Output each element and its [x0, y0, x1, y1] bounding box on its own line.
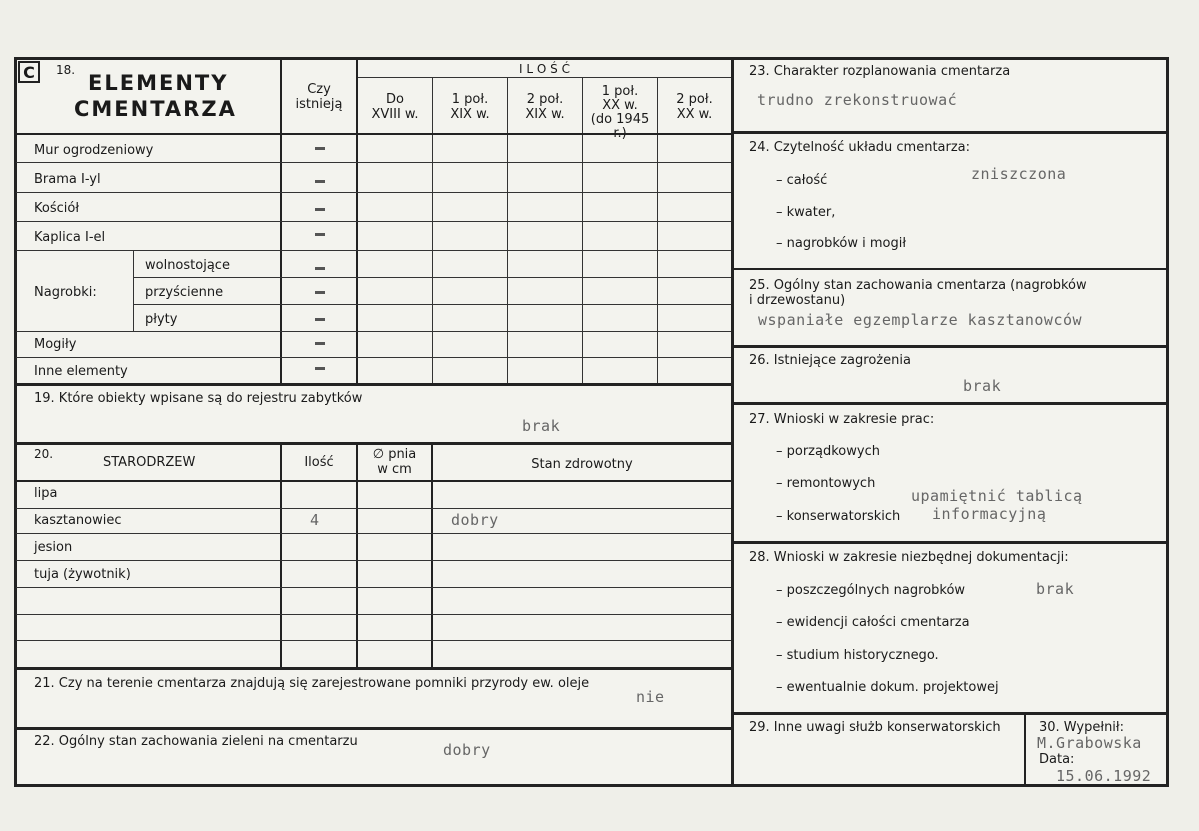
row-line [16, 331, 731, 332]
section-line [16, 442, 731, 445]
row-line [16, 221, 731, 222]
dash-mark [315, 180, 325, 183]
row-label: Brama I-yl [34, 172, 101, 187]
s28-item: – ewidencji całości cmentarza [776, 615, 970, 630]
s22-value: dobry [443, 741, 491, 759]
row-label: Mur ogrodzeniowy [34, 143, 154, 158]
row-line [133, 304, 731, 305]
row-label: Mogiły [34, 337, 77, 352]
col-line [280, 444, 282, 668]
section-18-title-2: CMENTARZA [74, 97, 237, 121]
s19-value: brak [522, 417, 561, 435]
period-header: Do XVIII w. [371, 92, 419, 122]
nagrobki-type: płyty [145, 312, 178, 327]
s26-value: brak [963, 377, 1002, 395]
s24-item: – nagrobków i mogił [776, 236, 907, 251]
period-header: 2 poł. XIX w. [525, 92, 565, 122]
kasztanowiec-ilosc: 4 [310, 511, 320, 529]
s24-value: zniszczona [971, 165, 1067, 183]
s25-label-1: 25. Ogólny stan zachowania cmentarza (nagrobków [749, 278, 1087, 293]
dash-mark [315, 318, 325, 321]
czy-istnieja-header: Czy istnieją [295, 82, 343, 112]
s21-label: 21. Czy na terenie cmentarza znajdują się zarejestrowane pomniki przyrody ew. oleje [34, 676, 590, 691]
nagrobki-type: wolnostojące [145, 258, 230, 273]
center-divider [731, 57, 734, 787]
s20-stan-header: Stan zdrowotny [531, 457, 633, 472]
s19-label: 19. Które obiekty wpisane są do rejestru zabytków [34, 391, 363, 406]
row-line [16, 357, 731, 358]
s27-value-2: informacyjną [932, 505, 1047, 523]
period-header: 1 poł. XX w. (do 1945 r.) [590, 84, 650, 141]
row-line [16, 560, 731, 561]
dash-mark [315, 342, 325, 345]
s23-label: 23. Charakter rozplanowania cmentarza [749, 64, 1011, 79]
row-line [16, 250, 731, 251]
s27-item: – konserwatorskich [776, 509, 901, 524]
section-line [733, 268, 1167, 270]
tree-label: jesion [34, 540, 73, 555]
dash-mark [315, 367, 325, 370]
s21-value: nie [636, 688, 665, 706]
dash-mark [315, 208, 325, 211]
col-line [356, 444, 358, 668]
period-header: 1 poł. XIX w. [450, 92, 490, 122]
row-line [16, 133, 731, 135]
s27-value-1: upamiętnić tablicą [911, 487, 1083, 505]
row-label: Kościół [34, 201, 80, 216]
s24-item: – całość [776, 173, 828, 188]
s29-label: 29. Inne uwagi służb konserwatorskich [749, 720, 1001, 735]
s28-label: 28. Wnioski w zakresie niezbędnej dokumentacji: [749, 550, 1069, 565]
col-line [432, 78, 433, 385]
s24-label: 24. Czytelność układu cmentarza: [749, 140, 971, 155]
s28-item: – poszczególnych nagrobków [776, 583, 966, 598]
s30-data-label: Data: [1039, 752, 1075, 767]
row-line [16, 614, 731, 615]
s20-num: 20. [34, 447, 54, 461]
row-line [16, 480, 731, 482]
row-line [16, 533, 731, 534]
dash-mark [315, 291, 325, 294]
row-label: Kaplica I-el [34, 230, 106, 245]
ilosc-underline [358, 77, 731, 78]
section-line [733, 541, 1167, 544]
s30-label: 30. Wypełnił: [1039, 720, 1124, 735]
s28-item: – ewentualnie dokum. projektowej [776, 680, 999, 695]
col-line [1024, 713, 1026, 787]
tree-label: kasztanowiec [34, 513, 122, 528]
section-line [16, 383, 731, 386]
section-line [733, 712, 1167, 715]
kasztanowiec-stan: dobry [451, 511, 499, 529]
s30-date: 15.06.1992 [1056, 767, 1152, 785]
section-line [733, 402, 1167, 405]
s28-item: – studium historycznego. [776, 648, 939, 663]
row-line [133, 277, 731, 278]
s26-label: 26. Istniejące zagrożenia [749, 353, 911, 368]
col-line [507, 78, 508, 385]
col-line [133, 250, 134, 331]
s25-label-2: i drzewostanu) [749, 293, 846, 308]
section-letter: C [18, 61, 40, 83]
dash-mark [315, 147, 325, 150]
s20-phi-header: ∅ pnia w cm [372, 447, 417, 477]
row-line [16, 162, 731, 163]
s25-value: wspaniałe egzemplarze kasztanowców [758, 311, 1083, 329]
row-line [16, 508, 731, 509]
col-line [657, 78, 658, 385]
tree-label: tuja (żywotnik) [34, 567, 131, 582]
section-line [16, 667, 731, 670]
section-18-num: 18. [56, 63, 76, 77]
s20-ilosc-header: Ilość [304, 455, 334, 470]
s27-label: 27. Wnioski w zakresie prac: [749, 412, 935, 427]
s23-value: trudno zrekonstruować [757, 91, 958, 109]
s24-item: – kwater, [776, 205, 836, 220]
row-line [16, 192, 731, 193]
dash-mark [315, 233, 325, 236]
s20-title: STARODRZEW [103, 455, 196, 470]
s27-item: – remontowych [776, 476, 876, 491]
s28-value: brak [1036, 580, 1075, 598]
s22-label: 22. Ogólny stan zachowania zieleni na cmentarzu [34, 734, 358, 749]
row-label: Inne elementy [34, 364, 128, 379]
tree-label: lipa [34, 486, 58, 501]
section-line [733, 131, 1167, 134]
row-line [16, 640, 731, 641]
period-header: 2 poł. XX w. [676, 92, 713, 122]
nagrobki-label: Nagrobki: [34, 285, 97, 300]
s30-name: M.Grabowska [1037, 734, 1142, 752]
s27-item: – porządkowych [776, 444, 880, 459]
section-line [733, 345, 1167, 348]
nagrobki-type: przyścienne [145, 285, 224, 300]
row-line [16, 587, 731, 588]
ilosc-header: I L O Ś Ć [519, 62, 570, 76]
col-line [431, 444, 433, 668]
dash-mark [315, 267, 325, 270]
section-18-title-1: ELEMENTY [88, 71, 229, 95]
section-line [16, 727, 731, 730]
